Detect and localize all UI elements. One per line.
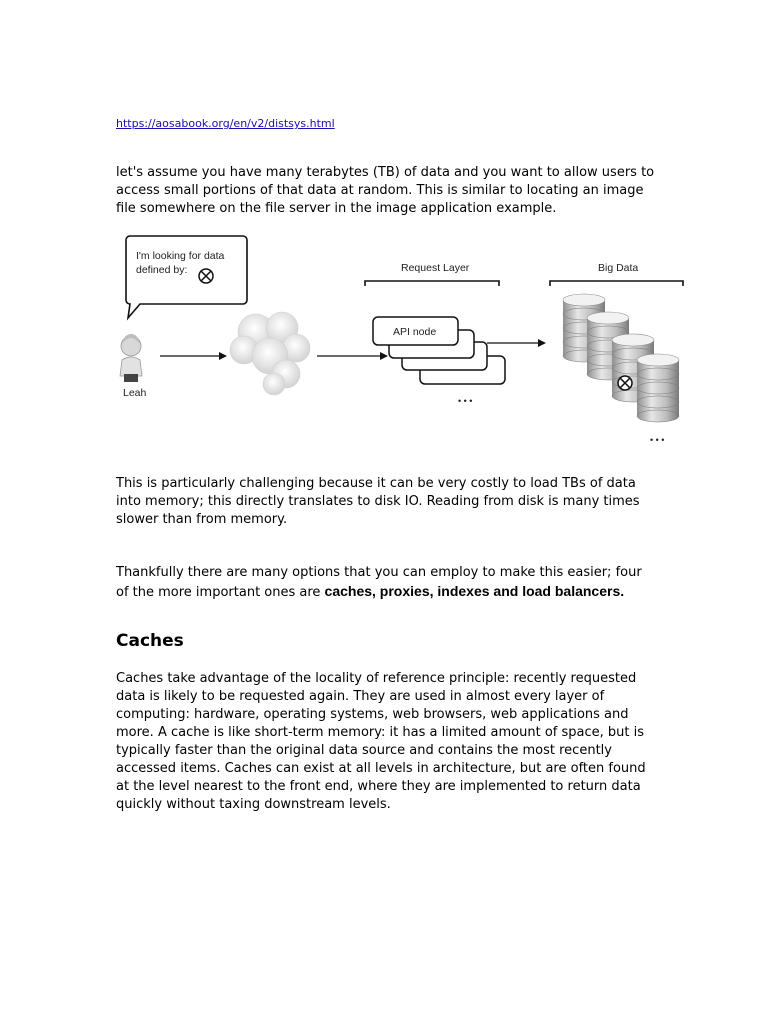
- cloud-icon: [230, 312, 310, 395]
- big-data-diagram: [110, 228, 700, 450]
- api-node-label: API node: [393, 326, 437, 338]
- speech-bubble: [126, 236, 247, 318]
- bubble-line-1: I'm looking for data: [136, 250, 225, 262]
- data-ellipsis: • • •: [650, 435, 665, 445]
- database-cluster: [563, 294, 679, 422]
- bubble-line-2: defined by:: [136, 264, 188, 276]
- caches-paragraph: Caches take advantage of the locality of reference principle: recently requested data is likely to be requested again. They are used in almost every layer of computing: hardware, operating systems, web browsers, web applications and more. A cache is like short-term memory: it has a limited amount of space, but is typically faster than the original data source and contains the most recently accessed items. Caches can exist at all levels in architecture, but are often found at the level nearest to the front end, where they are implemented to return data quickly without taxing downstream levels.: [116, 671, 646, 812]
- intro-paragraph: let's assume you have many terabytes (TB) of data and you want to allow users to access small portions of that data at random. This is similar to locating an image file somewhere on the file server in the image application example.: [116, 165, 655, 216]
- challenge-paragraph: This is particularly challenging because it can be very costly to load TBs of data into memory; this directly translates to disk IO. Reading from disk is many times slower than from memory.: [116, 476, 640, 527]
- options-lead-text: Thankfully there are many options that you can employ to make this easier; four of the more important ones are: [116, 565, 642, 600]
- big-data-label: Big Data: [598, 262, 639, 274]
- user-icon: [120, 334, 147, 399]
- target-icon: [199, 269, 213, 283]
- options-paragraph: [116, 564, 656, 602]
- options-bold-text: caches, proxies, indexes and load balancers.: [324, 583, 625, 599]
- request-layer-brace: [365, 262, 499, 286]
- target-data-icon: [618, 376, 632, 390]
- source-link[interactable]: https://aosabook.org/en/v2/distsys.html: [116, 117, 335, 130]
- caches-heading: Caches: [116, 631, 184, 651]
- big-data-brace: [550, 262, 683, 286]
- arrow-user-cloud: [160, 352, 227, 360]
- user-label: Leah: [123, 387, 147, 399]
- request-layer-label: Request Layer: [401, 262, 470, 274]
- arrow-cloud-api: [317, 352, 388, 360]
- nodes-ellipsis: • • •: [458, 396, 473, 406]
- arrow-api-data: [487, 339, 546, 347]
